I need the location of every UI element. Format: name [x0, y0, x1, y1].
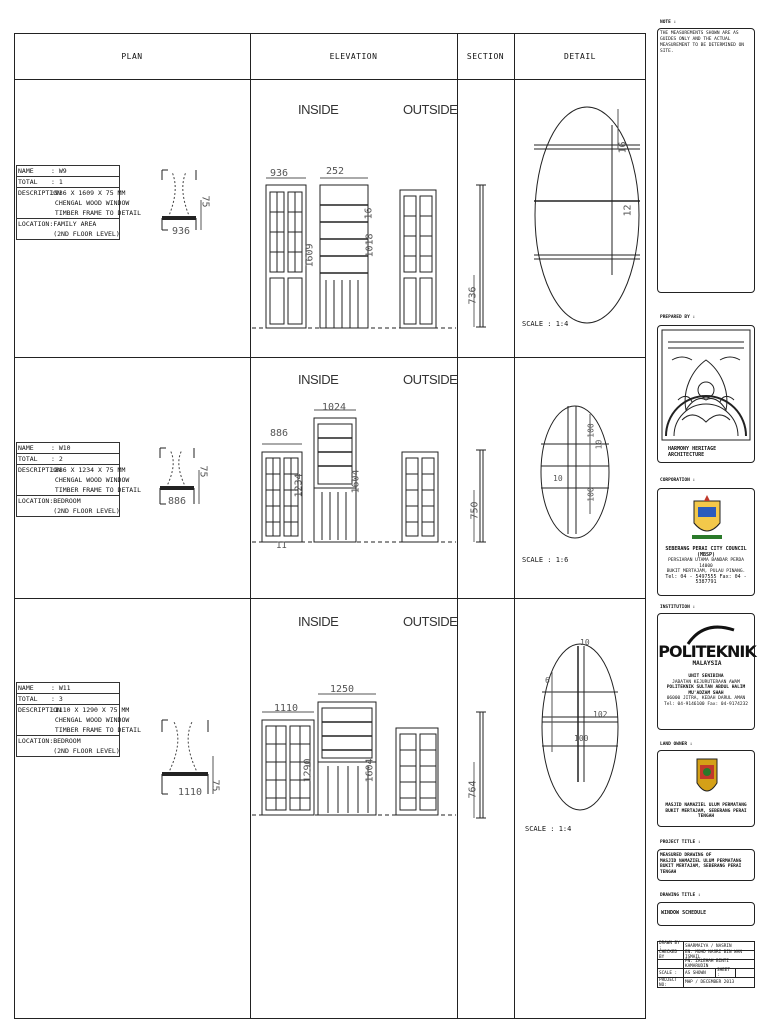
column-header-detail: DETAIL: [564, 52, 596, 61]
section-drawing-w10: [470, 450, 490, 545]
scale-label-w9: SCALE : 1:4: [522, 320, 569, 328]
detail-drawing-w10: [540, 404, 610, 540]
detail-dim-w9-b: 12: [622, 204, 634, 217]
institution-line-1: UNIT SENIBINA: [688, 674, 724, 679]
outside-label-w10: OUTSIDE: [403, 372, 458, 387]
outside-label-w9: OUTSIDE: [403, 102, 458, 117]
institution-box: [657, 613, 755, 730]
inside-label-w11: INSIDE: [298, 614, 339, 629]
sheet-value: [736, 969, 754, 977]
description-label: DESCRIPTION: [18, 189, 62, 197]
land-owner-line-1: MASJID NAMAZIEL ULUM PERMATANG: [665, 803, 747, 808]
section-dim-w11: 764: [467, 780, 479, 799]
header-divider: [14, 79, 646, 80]
section-drawing-w11: [467, 712, 490, 820]
project-title-text: [658, 850, 754, 878]
polytechnic-name: POLITEKNIK: [658, 642, 756, 661]
note-text: THE MEASUREMENTS SHOWN ARE AS GUIDES ONLY AND THE ACTUAL MEASUREMENT TO BE DETERMINED ON SITE.: [660, 31, 744, 54]
name-label: NAME: [18, 684, 34, 692]
total-value: : 1: [51, 178, 63, 186]
elev-dim-w9-b: 252: [326, 166, 345, 177]
council-crest-icon: [690, 495, 724, 541]
column-header-section: SECTION: [466, 52, 505, 61]
location-value: :BEDROOM (2ND FLOOR LEVEL): [49, 737, 120, 755]
elev-dim-w10-c: 1234: [293, 473, 305, 498]
prepared-by-heading: PREPARED BY :: [660, 315, 696, 320]
window-info-table-w10: [16, 442, 142, 517]
detail-dim-w10-c: 10: [594, 439, 604, 450]
detail-dim-w11-d: 100: [574, 734, 589, 743]
col-divider-elevation: [457, 33, 458, 1019]
polytechnic-subtitle: MALAYSIA: [692, 660, 722, 667]
note-heading: NOTE :: [660, 20, 677, 25]
land-owner-heading: LAND OWNER :: [660, 742, 693, 747]
col-divider-section: [514, 33, 515, 1019]
row-divider-1: [14, 357, 646, 358]
inside-label-w9: INSIDE: [298, 102, 339, 117]
scale-label: SCALE :: [658, 969, 684, 977]
total-value: : 2: [51, 455, 63, 463]
drawn-by-label: DRAWN BY :: [658, 942, 684, 950]
elev-dim-w10-b: 1024: [322, 402, 347, 413]
project-title-line-2: MASJID NAMAZIEL ULUM PERMATANG: [660, 858, 742, 864]
name-label: NAME: [18, 444, 34, 452]
description-value: :886 X 1234 X 75 MM CHENGAL WOOD WINDOW TIMBER FRAME TO DETAIL: [51, 466, 142, 494]
name-label: NAME: [18, 167, 34, 175]
drawing-info-table: [657, 941, 755, 988]
plan-drawing-w9: [150, 170, 210, 250]
land-owner-crest-icon: [694, 757, 720, 801]
column-header-elevation: ELEVATION: [329, 52, 378, 61]
corporation-line-4: Tel: 04 - 5497555 Fax: 04 - 5387791: [665, 573, 747, 585]
corporation-line-1: SEBERANG PERAI CITY COUNCIL (MBSP): [665, 546, 747, 558]
corporation-box: [657, 488, 755, 596]
window-info-table-w9: [16, 165, 142, 240]
outside-label-w11: OUTSIDE: [403, 614, 458, 629]
drawing-title-heading: DRAWING TITLE :: [660, 893, 701, 898]
scale-value: AS SHOWN: [684, 969, 716, 977]
description-value: :1110 X 1290 X 75 MM CHENGAL WOOD WINDOW TIMBER FRAME TO DETAIL: [51, 706, 142, 734]
checked-by-value-1: EN. MOHD NASRI BIN WAN ISMAIL: [685, 950, 742, 960]
prepared-by-box: [657, 325, 755, 463]
scale-label-w11: SCALE : 1:4: [525, 825, 572, 833]
row-divider-2: [14, 598, 646, 599]
drawing-title-box: [657, 902, 755, 926]
corporation-line-2: PERSIARAN UTAMA BANDAR PERDA 14000: [668, 558, 744, 569]
project-no-value: MHP / DECEMBER 2013: [685, 980, 735, 985]
total-label: TOTAL: [18, 178, 38, 186]
name-value: : W9: [51, 167, 67, 175]
window-info-table-w11: [16, 682, 142, 757]
corporation-details: [660, 547, 752, 586]
elev-dim-w10-d: 1604: [350, 469, 362, 494]
elev-dim-w11-d: 1604: [364, 758, 376, 783]
drawing-title-text: WINDOW SCHEDULE: [661, 910, 707, 916]
location-label: LOCATION: [18, 220, 50, 228]
institution-details: [660, 674, 752, 707]
description-label: DESCRIPTION: [18, 466, 62, 474]
plan-dim-depth-w11: 75: [209, 779, 221, 792]
info-row-checked-2: [658, 960, 754, 969]
inside-label-w10: INSIDE: [298, 372, 339, 387]
elevation-drawing-w9: [252, 170, 456, 335]
elevation-drawing-w11: [252, 680, 456, 820]
institution-heading: INSTITUTION :: [660, 605, 696, 610]
elev-dim-w9-c: 1609: [304, 243, 316, 268]
checked-by-label-2: [658, 960, 684, 968]
name-value: : W10: [51, 444, 71, 452]
elev-dim-w9-a: 936: [270, 168, 289, 179]
project-title-box: [657, 849, 755, 881]
section-drawing-w9: [467, 185, 490, 330]
section-dim-w9: 736: [467, 286, 479, 305]
detail-dim-w10-d: 100: [586, 487, 596, 502]
note-box: [657, 28, 755, 293]
info-row-project-no: [658, 978, 754, 987]
location-value: :FAMILY AREA (2ND FLOOR LEVEL): [49, 220, 120, 238]
land-owner-line-2: BUKIT MERTAJAM, SEBERANG PERAI TENGAH: [665, 808, 747, 819]
land-owner-details: [659, 803, 753, 820]
drawn-by-value: SHARMAIYA / NASRIN: [685, 943, 732, 949]
elev-dim-w10-a: 886: [270, 428, 289, 439]
project-title-line-1: MEASURED DRAWING OF: [660, 853, 712, 858]
plan-dim-width-w9: 936: [172, 226, 191, 237]
total-value: : 3: [51, 695, 63, 703]
name-value: : W11: [51, 684, 71, 692]
project-title-heading: PROJECT TITLE :: [660, 840, 701, 845]
description-value: :936 X 1609 X 75 MM CHENGAL WOOD WINDOW TIMBER FRAME TO DETAIL: [51, 189, 142, 217]
detail-dim-w11-a: 10: [580, 638, 590, 647]
corporation-line-3: BUKIT MERTAJAM, PULAU PINANG.: [666, 569, 746, 574]
elev-dim-w9-e: 16: [363, 207, 375, 220]
column-header-plan: PLAN: [121, 52, 143, 61]
location-label: LOCATION: [18, 737, 50, 745]
col-divider-plan: [250, 33, 251, 1019]
sheet-label: SHEET :: [716, 969, 736, 977]
plan-dim-depth-w9: 75: [199, 195, 211, 208]
plan-dim-width-w10: 886: [168, 496, 187, 507]
elev-dim-w10-e: 11: [276, 541, 287, 551]
location-label: LOCATION: [18, 497, 50, 505]
detail-dim-w11-b: 6: [545, 676, 550, 685]
section-dim-w10: 750: [469, 501, 481, 520]
land-owner-box: [657, 750, 755, 827]
institution-line-3: POLITEKNIK SULTAN ABDUL HALIM MU'ADZAM SHAH: [666, 685, 746, 696]
institution-line-2: JABATAN KEJURUTERAAN AWAM: [672, 679, 740, 685]
elev-dim-w9-d: 1018: [364, 233, 376, 258]
detail-dim-w11-c: 102: [593, 710, 608, 719]
corporation-heading: CORPORATION :: [660, 478, 696, 483]
detail-dim-w9-a: 16: [617, 141, 629, 154]
plan-dim-depth-w10: 75: [197, 465, 209, 478]
elev-dim-w11-b: 1250: [330, 684, 355, 695]
plan-drawing-w10: [150, 448, 210, 528]
institution-line-5: Tel: 04-9146100 Fax: 04-9174232: [664, 701, 748, 707]
total-label: TOTAL: [18, 455, 38, 463]
elev-dim-w11-c: 1290: [302, 758, 314, 783]
elev-dim-w11-a: 1110: [274, 703, 299, 714]
description-label: DESCRIPTION: [18, 706, 62, 714]
checked-by-value-2: PN. ZALEHAH BINTI KAMARUDIN: [685, 959, 729, 969]
detail-dim-w10-a: 10: [553, 474, 563, 483]
detail-drawing-w11: [540, 642, 620, 812]
checked-by-label: CHECKED BY: [658, 951, 684, 959]
plan-dim-width-w11: 1110: [178, 787, 203, 798]
project-title-line-3: BUKIT MERTAJAM, SEBERANG PERAI TENGAH: [660, 864, 742, 875]
project-no-label: PROJECT NO:: [658, 978, 684, 987]
detail-dim-w10-b: 100: [586, 423, 596, 438]
location-value: :BEDROOM (2ND FLOOR LEVEL): [49, 497, 120, 515]
heritage-ornament-logo: [662, 330, 750, 440]
institution-line-4: 06000 JITRA, KEDAH DARUL AMAN: [666, 696, 746, 701]
prepared-by-name: HARMONY HERITAGE ARCHITECTURE: [668, 446, 717, 458]
scale-label-w10: SCALE : 1:6: [522, 556, 569, 564]
total-label: TOTAL: [18, 695, 38, 703]
